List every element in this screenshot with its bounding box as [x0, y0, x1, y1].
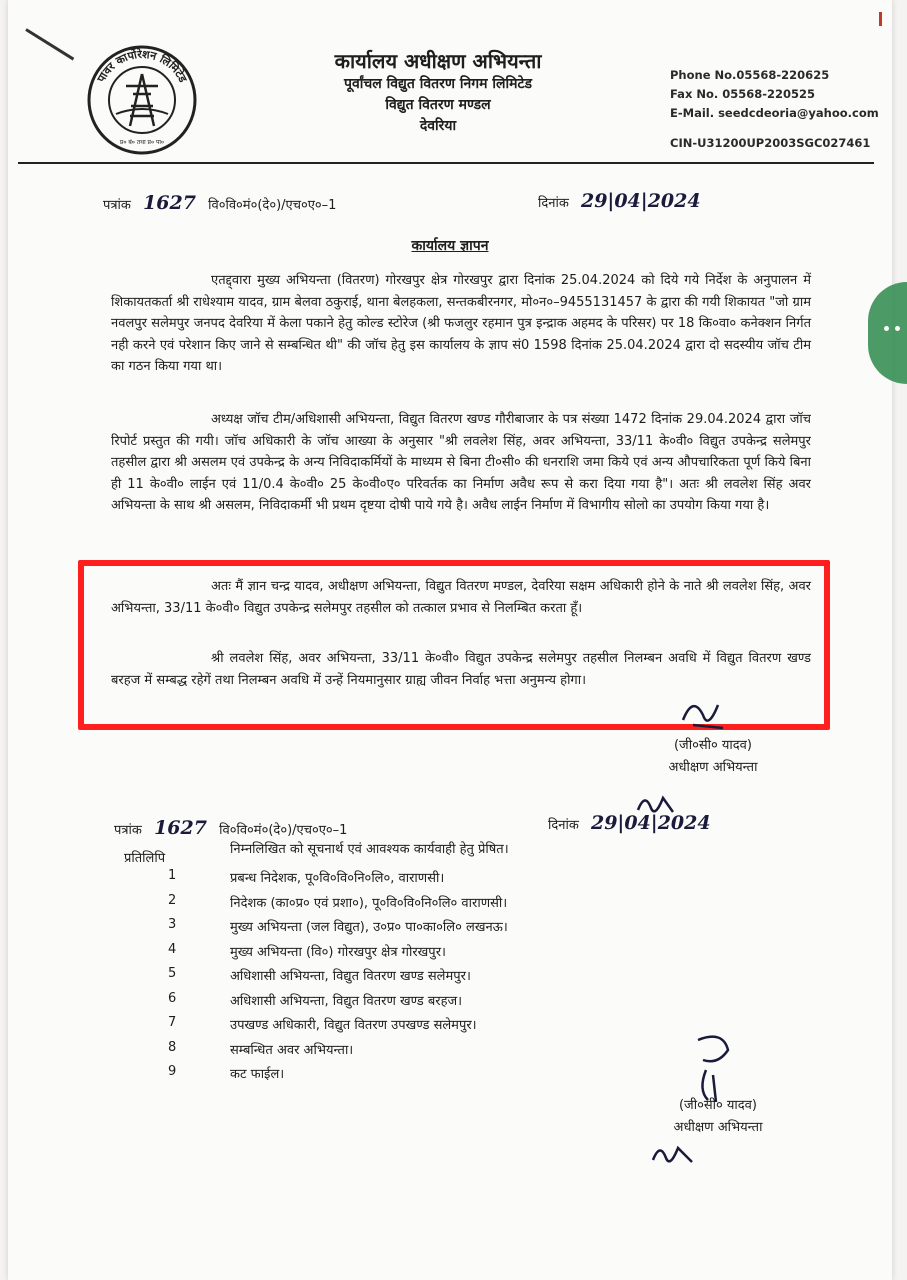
document-page: [8, 0, 892, 1280]
ref-code: वि०वि०मं०(दे०)/एच०ए०–1: [208, 198, 337, 213]
signatory-block-2: [643, 1095, 793, 1139]
reference-date-copy: [548, 812, 711, 834]
initials-mark-2: [648, 1140, 698, 1170]
pen-mark: [25, 28, 74, 60]
ref-code: वि०वि०मं०(दे०)/एच०ए०–1: [219, 823, 348, 838]
list-item: 2 निदेशक (का०प्र० एवं प्रशा०), पू०वि०वि०नि०लि० वाराणसी।: [168, 892, 508, 911]
ref-number: 1627: [143, 192, 196, 214]
logo-bottom: प्र० बं० तथा प्र० पा०: [119, 139, 165, 146]
paragraph-suspension: अतः मैं ज्ञान चन्द्र यादव, अधीक्षण अभियन्ता, विद्युत वितरण मण्डल, देवरिया सक्षम अधिकारी होने के नाते श्री लवलेश सिंह, अवर अभियन्ता, 33/11 के०वी० विद्युत उपकेन्द्र सलेमपुर तहसील को तत्काल प्रभाव से निलम्बित करता हूँ।: [111, 579, 811, 616]
fax-number: Fax No. 05568-220525: [670, 87, 816, 101]
list-item: 9 कट फाईल।: [168, 1064, 285, 1082]
ref-label: पत्रांक: [114, 823, 142, 838]
letterhead: [258, 48, 618, 137]
date-value: 29|04|2024: [580, 190, 701, 212]
copy-intro: निम्नलिखित को सूचनार्थ एवं आवश्यक कार्यवाही हेतु प्रेषित।: [230, 842, 509, 857]
paragraph-attachment: श्री लवलेश सिंह, अवर अभियन्ता, 33/11 के०वी० विद्युत उपकेन्द्र सलेमपुर तहसील निलम्बन अवधि में विद्युत वितरण खण्ड बरहज में सम्बद्ध रहेगें तथा निलम्बन अवधि में उन्हें नियमानुसार ग्राह्य जीवन निर्वाह भत्ता अनुमन्य होगा।: [111, 651, 811, 688]
list-item: 5 अधिशासी अभियन्ता, विद्युत वितरण खण्ड सलेमपुर।: [168, 966, 471, 984]
list-item: 7 उपखण्ड अधिकारी, विद्युत वितरण उपखण्ड सलेमपुर।: [168, 1015, 477, 1033]
date-label: दिनांक: [538, 196, 569, 211]
copy-list: [168, 868, 508, 1089]
signatory-designation: अधीक्षण अभियन्ता: [668, 760, 758, 775]
ref-label: पत्रांक: [103, 198, 131, 213]
email-address: E-Mail. seedcdeoria@yahoo.com: [670, 106, 879, 120]
phone-number: Phone No.05568-220625: [670, 68, 830, 82]
signatory-name: (जी०सी० यादव): [678, 1098, 757, 1113]
org-name: पूर्वांचल विद्युत वितरण निगम लिमिटेड: [344, 76, 532, 92]
logo-text: पावर कार्पोरेशन लिमिटेड: [94, 47, 190, 85]
signature-mark: [673, 690, 733, 740]
date-value: 29|04|2024: [590, 812, 711, 834]
office-title: कार्यालय अधीक्षण अभियन्ता: [334, 49, 542, 73]
signatory-designation: अधीक्षण अभियन्ता: [673, 1120, 763, 1135]
reference-line: [103, 192, 336, 214]
copy-label: प्रतिलिपि: [124, 851, 166, 866]
paragraph-report: अध्यक्ष जॉच टीम/अधिशासी अभियन्ता, विद्युत वितरण खण्ड गौरीबाजार के पत्र संख्या 1472 दिनांक 29.04.2024 द्वारा जॉच रिपोर्ट प्रस्तुत की गयी। जॉच अधिकारी के जॉच आख्या के अनुसार "श्री लवलेश सिंह, अवर अभियन्ता, 33/11 के०वी० विद्युत उपकेन्द्र सलेमपुर तहसील द्वारा श्री असलम एवं उपकेन्द्र के अन्य निविदाकर्मियों के माध्यम से बिना टी०सी० की धनराशि जमा किये एवं अन्य औपचारिकता पूर्ण किये बिना ही 11 के०वी० लाईन एवं 11/0.4 के०वी० 25 के०वी०ए० परिवर्तक का निर्माण अवैध रूप से करा दिया गया है"। अतः श्री लवलेश सिंह अवर अभियन्ता के साथ श्री असलम, निविदाकर्मी भी प्रथम दृष्टया दोषी पाये गये है। अवैध लाईन निर्माण में विभागीय सोलो का उपयोग किया गया है।: [111, 412, 811, 514]
ref-number: 1627: [154, 817, 207, 839]
memo-title: कार्यालय ज्ञापन: [411, 238, 489, 254]
contact-block: [670, 66, 879, 123]
list-item: 8 सम्बन्धित अवर अभियन्ता।: [168, 1039, 354, 1058]
list-item: 4 मुख्य अभियन्ता (वि०) गोरखपुर क्षेत्र गोरखपुर।: [168, 941, 446, 960]
list-item: 3 मुख्य अभियन्ता (जल विद्युत), उ०प्र० पा०का०लि० लखनऊ।: [168, 917, 508, 935]
list-item: 6 अधिशासी अभियन्ता, विद्युत वितरण खण्ड बरहज।: [168, 990, 463, 1009]
signatory-name: (जी०सी० यादव): [673, 738, 752, 753]
corner-mark: [879, 12, 882, 26]
list-item: 1 प्रबन्ध निदेशक, पू०वि०वि०नि०लि०, वाराणसी।: [168, 868, 445, 886]
power-corporation-logo: [86, 44, 198, 156]
reference-line-copy: [114, 817, 347, 839]
cin-number: CIN-U31200UP2003SGC027461: [670, 136, 871, 150]
signatory-block: [638, 735, 788, 779]
header-rule: [18, 162, 874, 164]
city-name: देवरिया: [419, 118, 457, 134]
date-label: दिनांक: [548, 818, 579, 833]
reference-date: [538, 190, 701, 212]
paragraph-complaint: एतद्द्वारा मुख्य अभियन्ता (वितरण) गोरखपुर क्षेत्र गोरखपुर द्वारा दिनांक 25.04.2024 को दिये गये निर्देश के अनुपालन में शिकायतकर्ता श्री राधेश्याम यादव, ग्राम बेलवा ठकुराई, थाना बेलहकला, सन्तकबीरनगर, मो०न०–9455131457 के द्वारा की गयी शिकायत "जो ग्राम नवलपुर सलेमपुर जनपद देवरिया में केला पकाने हेतु कोल्ड स्टोरेज (श्री फजलुर रहमान पुत्र इन्द्राक अहमद के परिसर) पर 18 कि०वा० कनेक्शन निर्गत नही करने एवं परेशान किए जाने से सम्बन्धित थी" की जॉच हेतु इस कार्यालय के ज्ञाप सं0 1598 दिनांक 25.04.2024 द्वारा दो सदस्यीय जॉच टीम का गठन किया गया था।: [111, 273, 811, 375]
circle-name: विद्युत वितरण मण्डल: [385, 97, 491, 113]
